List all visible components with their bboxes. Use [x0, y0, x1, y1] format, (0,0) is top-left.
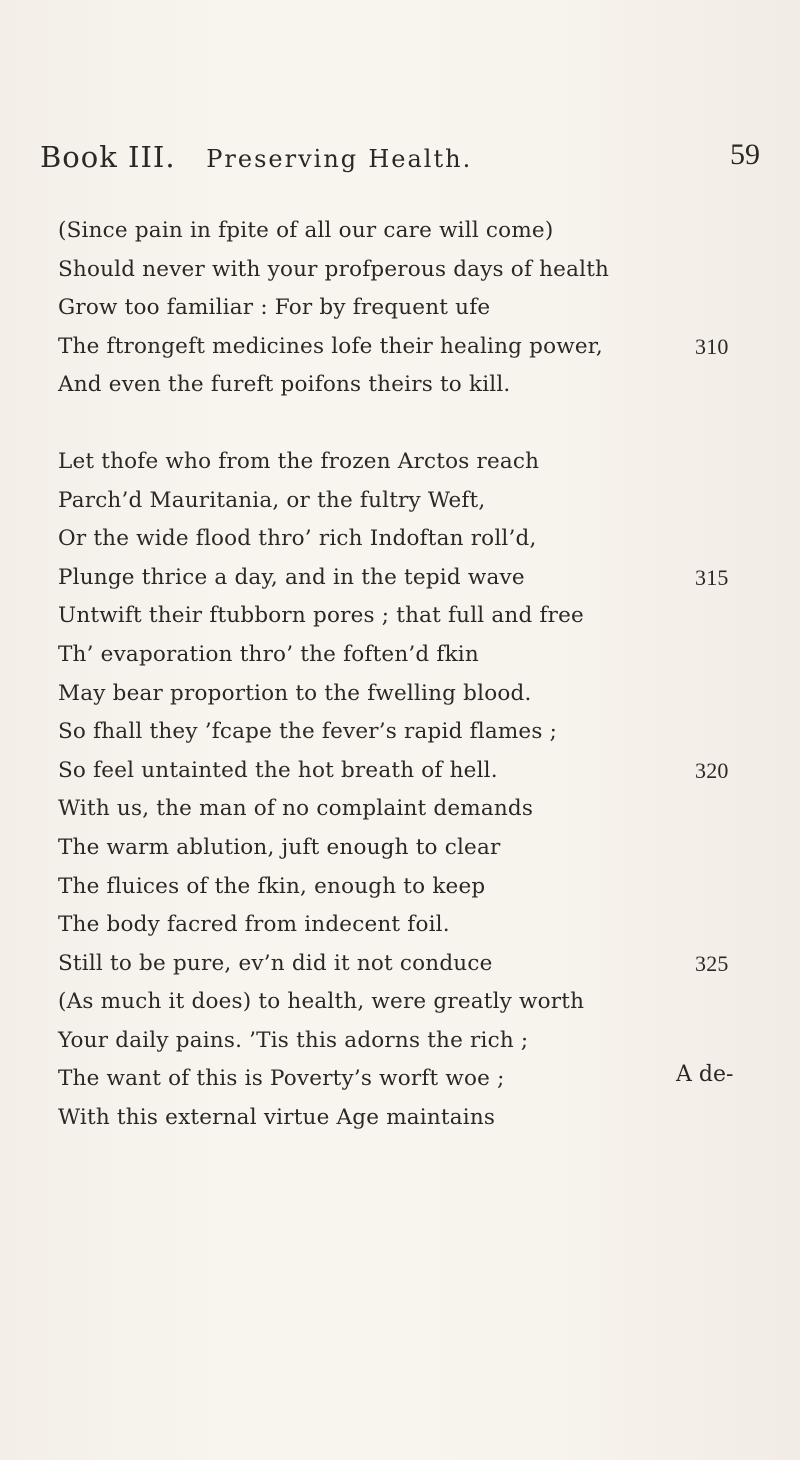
verse-line [58, 906, 758, 945]
verse-line [58, 443, 758, 482]
stanza-gap [58, 405, 758, 443]
stanza-2 [58, 443, 758, 1138]
verse-line [58, 212, 758, 251]
verse-line [58, 713, 758, 752]
title-part-1: Preserving [206, 145, 359, 173]
verse-line-text: Parch’d Mauritania, or the fultry Weft, [58, 487, 486, 513]
verse-line-text: The ftrongeft medicines lofe their healing power, [58, 333, 603, 359]
verse-line [58, 328, 758, 367]
line-number: 315 [695, 564, 729, 590]
verse-line-text: The warm ablution, juft enough to clear [58, 834, 501, 860]
verse-line [58, 675, 758, 714]
verse-line-text: Still to be pure, ev’n did it not conduce [58, 950, 493, 976]
verse-line-text: And even the fureft poifons theirs to kill. [58, 372, 511, 398]
line-number: 325 [695, 950, 729, 976]
verse-line-text: With us, the man of no complaint demands [58, 796, 534, 822]
verse-line-text: Plunge thrice a day, and in the tepid wave [58, 564, 525, 590]
verse-line [58, 251, 758, 290]
line-number: 310 [695, 333, 729, 359]
stanza-1 [58, 212, 758, 405]
verse-line [58, 1022, 758, 1061]
verse-line-text: The fluices of the fkin, enough to keep [58, 873, 486, 899]
verse-line-text: May bear proportion to the fwelling blood. [58, 680, 532, 706]
verse-line-text: So fhall they ’fcape the fever’s rapid flames ; [58, 719, 558, 745]
verse-line-text: Or the wide flood thro’ rich Indoftan roll’d, [58, 526, 537, 552]
running-header [40, 140, 760, 180]
line-number: 320 [695, 757, 729, 783]
verse-line [58, 868, 758, 907]
verse-line [58, 520, 758, 559]
verse-line [58, 829, 758, 868]
verse-line-text: (Since pain in fpite of all our care will come) [58, 218, 554, 243]
poem-text [58, 212, 758, 1138]
verse-line-text: The want of this is Poverty’s worft woe ; [58, 1066, 505, 1092]
verse-line [58, 289, 758, 328]
book-label: Book III. [40, 140, 176, 174]
title-part-2: Health. [368, 145, 473, 173]
verse-line [58, 597, 758, 636]
verse-line [58, 366, 758, 405]
verse-line-text: Your daily pains. ’Tis this adorns the rich ; [58, 1027, 529, 1053]
verse-line-text: Should never with your profperous days of health [58, 256, 610, 282]
verse-line [58, 1099, 758, 1138]
verse-line [58, 559, 758, 598]
verse-line-text: Let thofe who from the frozen Arctos reach [58, 448, 540, 474]
catchword: A de- [676, 1062, 734, 1087]
verse-line-text: Th’ evaporation thro’ the foften’d fkin [58, 641, 479, 667]
verse-line-text: The body facred from indecent foil. [58, 912, 450, 938]
verse-line-text: With this external virtue Age maintains [58, 1105, 496, 1131]
running-head-title [40, 140, 472, 174]
page-number: 59 [730, 138, 760, 171]
verse-line [58, 636, 758, 675]
verse-line [58, 945, 758, 984]
verse-line [58, 752, 758, 791]
verse-line [58, 790, 758, 829]
verse-line-text: So feel untainted the hot breath of hell. [58, 757, 498, 783]
verse-line [58, 983, 758, 1022]
verse-line-text: Grow too familiar : For by frequent ufe [58, 295, 491, 321]
verse-line-text: Untwift their ftubborn pores ; that full and free [58, 603, 584, 629]
verse-line [58, 1060, 758, 1099]
verse-line-text: (As much it does) to health, were greatly worth [58, 989, 585, 1015]
verse-line [58, 482, 758, 521]
